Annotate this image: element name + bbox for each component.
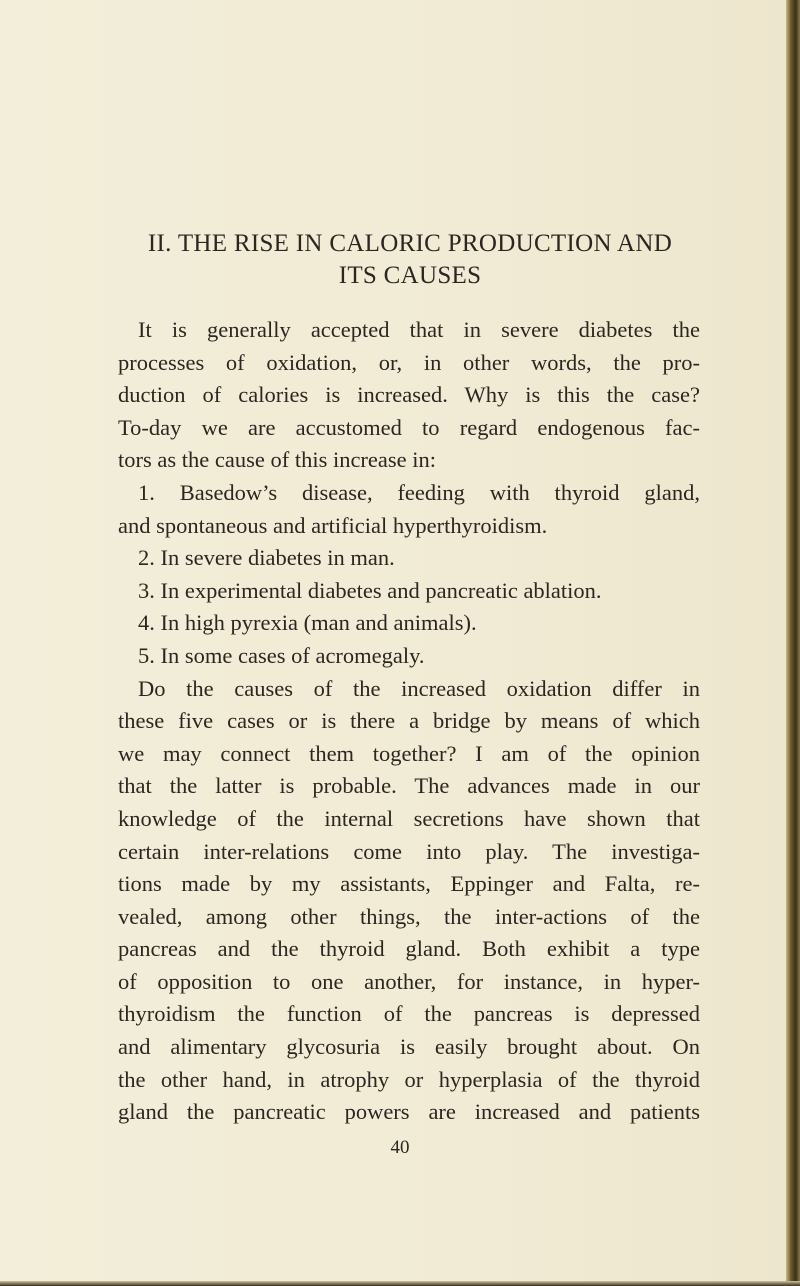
body-text (118, 314, 700, 1129)
paragraph-1-line: To-day we are accustomed to regard endogenous fac- (118, 414, 700, 440)
paragraph-2-line: these five cases or is there a bridge by means of which (118, 708, 700, 734)
paragraph-2-line: that the latter is probable. The advances made in our (118, 773, 700, 799)
page-bottom-edge (0, 1281, 800, 1286)
paragraph-2-line: Do the causes of the increased oxidation differ in (138, 675, 700, 701)
paragraph-2-line: vealed, among other things, the inter-actions of the (118, 903, 700, 929)
chapter-heading (100, 228, 720, 292)
paragraph-2-line: gland the pancreatic powers are increased and patients (118, 1099, 700, 1125)
paragraph-1-line: It is generally accepted that in severe diabetes the (138, 317, 700, 342)
paragraph-2-line: pancreas and the thyroid gland. Both exhibit a type (118, 936, 700, 962)
paragraph-1-line: tors as the cause of this increase in: (118, 447, 437, 473)
list-item-2: 2. In severe diabetes in man. (138, 545, 395, 571)
list-item-3: 3. In experimental diabetes and pancreatic ablation. (138, 577, 602, 603)
paragraph-2-line: thyroidism the function of the pancreas is depressed (118, 1001, 700, 1027)
paragraph-1-line: duction of calories is increased. Why is this the case? (118, 382, 700, 408)
list-item-4: 4. In high pyrexia (man and animals). (138, 610, 477, 636)
book-binding-edge (786, 0, 800, 1286)
list-item-1-line: 1. Basedow’s disease, feeding with thyroid gland, (138, 479, 700, 505)
paragraph-1-line: processes of oxidation, or, in other words, the pro- (118, 349, 700, 375)
paragraph-2-line: we may connect them together? I am of the opinion (118, 740, 700, 766)
paragraph-2-line: tions made by my assistants, Eppinger and Falta, re- (118, 871, 700, 897)
list-item-1-line: and spontaneous and artificial hyperthyroidism. (118, 512, 548, 538)
chapter-heading-line-2: ITS CAUSES (338, 262, 482, 289)
paragraph-2-line: the other hand, in atrophy or hyperplasia of the thyroid (118, 1066, 700, 1092)
paragraph-2-line: knowledge of the internal secretions have shown that (118, 805, 700, 831)
paragraph-2-line: certain inter-relations come into play. The investiga- (118, 838, 700, 864)
paragraph-2-line: of opposition to one another, for instance, in hyper- (118, 968, 700, 994)
page-number: 40 (390, 1137, 410, 1158)
chapter-heading-line-1: II. THE RISE IN CALORIC PRODUCTION AND (147, 230, 673, 257)
list-item-5: 5. In some cases of acromegaly. (138, 642, 425, 668)
paragraph-2-line: and alimentary glycosuria is easily brought about. On (118, 1034, 700, 1060)
